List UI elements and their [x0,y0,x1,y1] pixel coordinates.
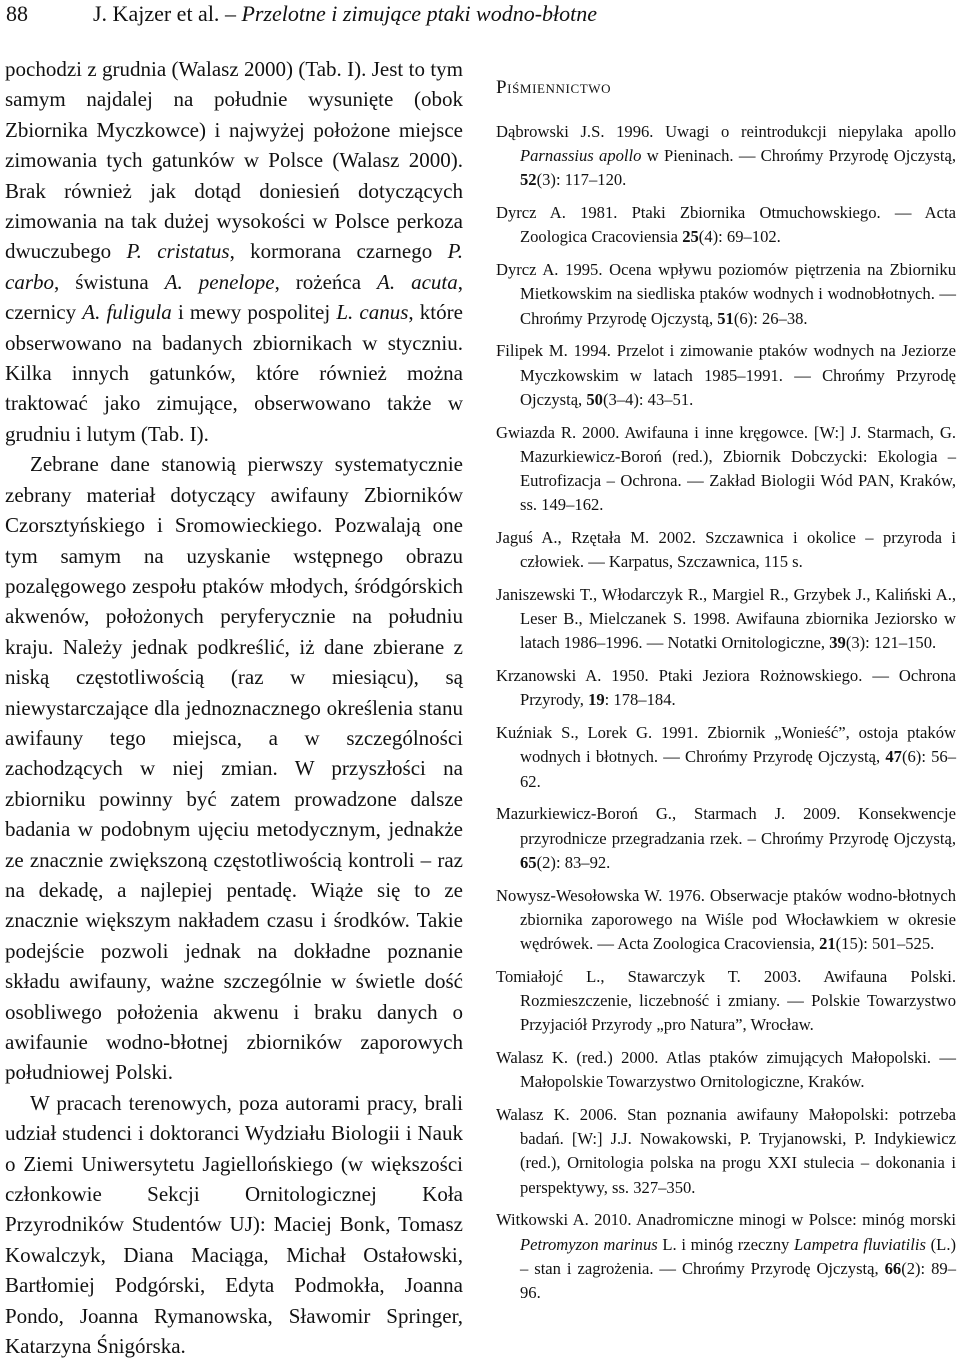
reference-item: Walasz K. (red.) 2000. Atlas ptaków zimujących Małopolski. — Małopolskie Towarzystwo Ornitologiczne, Kraków. [496,1048,956,1092]
references-title: Piśmiennictwo [496,77,612,98]
reference-item: Jaguś A., Rzętała M. 2002. Szczawnica i okolice – przyroda i człowiek. — Karpatus, Szczawnica, 115 s. [496,528,956,572]
reference-item: Kuźniak S., Lorek G. 1991. Zbiornik „Wonieść”, ostoja ptaków wodnych i błotnych. — Chrońmy Przyrodę Ojczystą, 47(6): 56–62. [496,723,957,791]
running-header [0,0,960,38]
reference-item: Gwiazda R. 2000. Awifauna i inne kręgowce. [W:] J. Starmach, G. Mazurkiewicz-Boroń (red.), Zbiornik Dobczycki: Ekologia – Eutrofizacja – Ochrona. — Zakład Biologii Wód PAN, Kraków, ss. 149–162. [496,422,956,515]
reference-item: Janiszewski T., Włodarczyk R., Margiel R., Grzybek J., Kaliński A., Leser B., Mielczanek S. 1998. Awifauna zbiornika Jeziorsko w latach 1986–1996. — Notatki Ornitologiczne, 39(3): 121–150. [496,585,956,653]
header-separator: – [224,1,236,26]
running-title [93,0,597,28]
reference-item: Witkowski A. 2010. Anadromiczne minogi w Polsce: minóg morski Petromyzon marinus L. i minóg rzeczny Lampetra fluviatilis (L.) – stan i zagrożenia. — Chrońmy Przyrodę Ojczystą, 66(2): 89–96. [496,1210,956,1303]
reference-item: Filipek M. 1994. Przelot i zimowanie ptaków wodnych na Jeziorze Myczkowskim w latach 1985–1991. — Chrońmy Przyrodę Ojczystą, 50(3–4): 43–51. [496,341,956,409]
paragraph-3-acknowledgements: W pracach terenowych, poza autorami pracy, brali udział studenci i doktoranci Wydziału Biologii i Nauk o Ziemi Uniwersytetu Jagiellońskiego (w większości członkowie Sekcji Ornitologicznej Koła Przyrodników Studentów UJ): Maciej Bonk, Tomasz Kowalczyk, Diana Maciąga, Michał Ostałowski, Bartłomiej Podgórski, Edyta Podmokła, Joanna Pondo, Joanna Rymanowska, Sławomir Springer, Katarzyna Śnigórska. [5,1090,463,1359]
reference-item: Dyrcz A. 1995. Ocena wpływu poziomów piętrzenia na Zbiorniku Mietkowskim na siedliska ptaków wodnych i wodnobłotnych. — Chrońmy Przyrodę Ojczystą, 51(6): 26–38. [496,260,956,328]
reference-item: Nowysz-Wesołowska W. 1976. Obserwacje ptaków wodno-błotnych zbiornika zaporowego na Wiśle pod Włocławkiem w okresie wędrówek. — Acta Zoologica Cracoviensia, 21(15): 501–525. [496,885,956,954]
reference-item: Krzanowski A. 1950. Ptaki Jeziora Rożnowskiego. — Ochrona Przyrody, 19: 178–184. [496,666,956,710]
reference-item: Tomiałojć L., Stawarczyk T. 2003. Awifauna Polski. Rozmieszczenie, liczebność i zmiany. — Polskie Towarzystwo Przyjaciół Przyrody „pro Natura”, Wrocław. [496,966,956,1035]
header-authors: J. Kajzer et al. [93,1,220,26]
reference-item: Walasz K. 2006. Stan poznania awifauny Małopolski: potrzeba badań. [W:] J.J. Nowakowski, P. Tryjanowski, P. Indykiewicz (red.), Ornitologia polska na progu XXI stulecia – dokonania i perspektywy, ss. 327–350. [496,1105,956,1197]
paragraph-1: pochodzi z grudnia (Walasz 2000) (Tab. I). Jest to tym samym najdalej na południe wysunięte (obok Zbiornika Myczkowce) i najwyżej położone miejsce zimowania tych gatunków w Polsce (Walasz 2000). Brak również jak dotąd doniesień dotyczących zimowania na tak dużej wysokości w Polsce perkoza dwuczubego P. cristatus, kormorana czarnego P. carbo, świstuna A. penelope, rożeńca A. acuta, czernicy A. fuligula i mewy pospolitej L. canus, które obserwowano na badanych zbiornikach w styczniu. Kilka innych gatunków, które również można traktować jako zimujące, obserwowano także w grudniu i lutym (Tab. I). [5,57,464,446]
main-text-column [5,54,463,1361]
reference-item: Dyrcz A. 1981. Ptaki Zbiornika Otmuchowskiego. — Acta Zoologica Cracoviensia 25(4): 69–102. [496,203,956,247]
reference-item: Dąbrowski J.S. 1996. Uwagi o reintrodukcji niepylaka apollo Parnassius apollo w Pieninach. — Chrońmy Przyrodę Ojczystą, 52(3): 117–120. [496,122,957,190]
reference-item: Mazurkiewicz-Boroń G., Starmach J. 2009. Konsekwencje przyrodnicze przegradzania rzek. – Chrońmy Przyrodę Ojczystą, 65(2): 83–92. [496,804,956,872]
header-title: Przelotne i zimujące ptaki wodno-błotne [241,1,598,26]
reference-list [496,120,956,1305]
page-number: 88 [6,1,28,26]
references-column [496,76,956,1314]
paragraph-2: Zebrane dane stanowią pierwszy systematycznie zebrany materiał dotyczący awifauny Zbiorników Czorsztyńskiego i Sromowieckiego. Pozwalają one tym samym na uzyskanie wstępnego obrazu pozalęgowego zespołu ptaków młodych, śródgórskich akwenów, położonych peryferycznie na południu kraju. Należy jednak podkreślić, iż dane zbierane z niską częstotliwością (raz w miesiącu), są niewystarczające dla jednoznacznego określenia stanu awifauny tego miejsca, a w szczególności zachodzących w niej zmian. W przyszłości na zbiorniku powinny być zatem prowadzone dalsze badania w podobnym ujęciu metodycznym, jednakże ze znacznie zwiększoną częstotliwością kontroli – raz na dekadę, a najlepiej pentadę. Wiąże się to ze znacznie większym nakładem czasu i środków. Takie podejście pozwoli jednak na dokładne poznanie składu awifauny, ważne szczególnie w świetle dość osobliwego położenia akwenu i braku danych o awifaunie wodno-błotnej zbiorników zaporowych południowej Polski. [5,452,463,1085]
